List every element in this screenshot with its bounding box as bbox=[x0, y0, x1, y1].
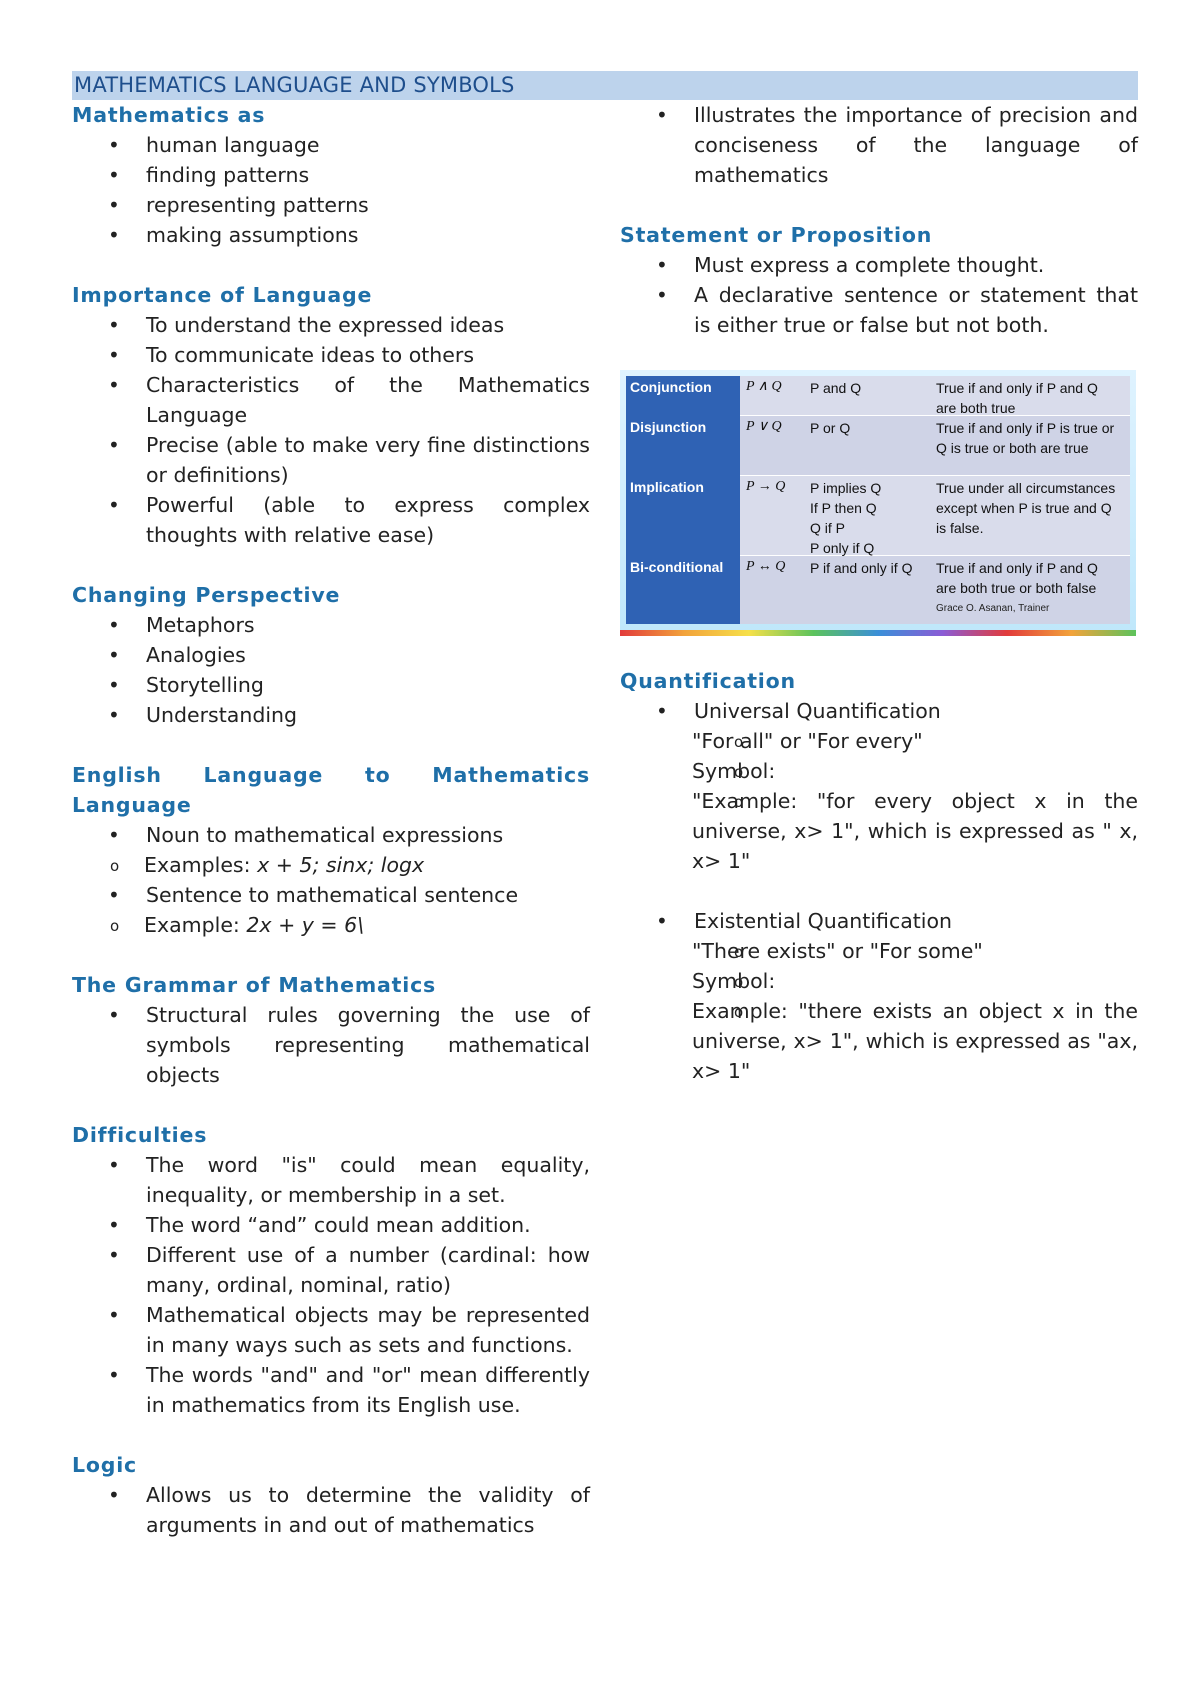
list-item-text: Existential Quantification bbox=[694, 909, 953, 933]
connective-meaning: True if and only if P and Q are both true bbox=[936, 380, 1098, 416]
list-item: • Understanding bbox=[72, 700, 590, 730]
logical-connectives-table-image bbox=[620, 370, 1136, 636]
list-item: • Different use of a number (cardinal: how many, ordinal, nominal, ratio) bbox=[72, 1240, 590, 1300]
connective-meaning: True under all circumstances except when P is true and Q is false. bbox=[936, 480, 1116, 536]
sub-list-item bbox=[72, 850, 590, 880]
sub-list-item: o Example: "there exists an object x in the universe, x> 1", which is expressed as "ax, x> 1" bbox=[620, 996, 1138, 1086]
section-heading: Mathematics as bbox=[72, 103, 266, 127]
list-item: • human language bbox=[72, 130, 590, 160]
list-item: • The word "is" could mean equality, inequality, or membership in a set. bbox=[72, 1150, 590, 1210]
bullet-list bbox=[620, 100, 1138, 190]
bullet-list bbox=[620, 696, 1138, 1086]
section-difficulties bbox=[72, 1120, 590, 1420]
connective-symbol: P → Q bbox=[746, 479, 786, 494]
connective-symbol: P ↔ Q bbox=[746, 559, 786, 574]
decorative-stripe bbox=[620, 630, 1136, 636]
row-cells bbox=[740, 376, 1130, 416]
section-logic bbox=[72, 1450, 590, 1540]
list-item: • To communicate ideas to others bbox=[72, 340, 590, 370]
list-item: • finding patterns bbox=[72, 160, 590, 190]
table-row bbox=[626, 376, 1130, 416]
left-column bbox=[72, 100, 590, 1570]
section-quantification bbox=[620, 666, 1138, 1086]
list-item: • representing patterns bbox=[72, 190, 590, 220]
section-heading: Difficulties bbox=[72, 1123, 208, 1147]
example-label: Examples: bbox=[144, 853, 251, 877]
connective-name: Conjunction bbox=[630, 379, 712, 395]
bullet-list bbox=[72, 610, 590, 730]
connective-name: Bi-conditional bbox=[630, 559, 724, 575]
list-item: • A declarative sentence or statement that is either true or false but not both. bbox=[620, 280, 1138, 340]
connective-reading: P and Q bbox=[810, 380, 862, 396]
section-grammar-of-mathematics bbox=[72, 970, 590, 1090]
row-cells bbox=[740, 556, 1130, 624]
table-row bbox=[626, 416, 1130, 476]
section-importance-of-language bbox=[72, 280, 590, 550]
row-cells bbox=[740, 476, 1130, 556]
connective-name: Implication bbox=[630, 479, 704, 495]
connective-name: Disjunction bbox=[630, 419, 707, 435]
list-item: • Metaphors bbox=[72, 610, 590, 640]
list-item-text: Universal Quantification bbox=[694, 699, 941, 723]
bullet-list bbox=[72, 1150, 590, 1420]
list-item: • Illustrates the importance of precision and conciseness of the language of mathematics bbox=[620, 100, 1138, 190]
table-row bbox=[626, 476, 1130, 556]
sub-list-item: o Symbol: bbox=[620, 966, 1138, 996]
connective-meaning: True if and only if P is true or Q is true or both are true bbox=[936, 420, 1115, 456]
section-heading: English Language to Mathematics Language bbox=[72, 763, 590, 817]
bullet-list bbox=[620, 250, 1138, 340]
section-heading: Statement or Proposition bbox=[620, 223, 933, 247]
list-item-text: Noun to mathematical expressions bbox=[146, 823, 504, 847]
list-item: • Allows us to determine the validity of arguments in and out of mathematics bbox=[72, 1480, 590, 1540]
bullet-list bbox=[72, 310, 590, 550]
list-item: • Precise (able to make very fine distinctions or definitions) bbox=[72, 430, 590, 490]
sub-list bbox=[694, 726, 1138, 876]
image-credit: Grace O. Asanan, Trainer bbox=[936, 603, 1050, 614]
math-expression: x + 5; sinx; logx bbox=[257, 853, 425, 877]
section-logic-continued bbox=[620, 100, 1138, 190]
section-heading: Changing Perspective bbox=[72, 583, 341, 607]
bullet-list bbox=[72, 130, 590, 250]
sub-list bbox=[72, 850, 590, 880]
sub-list bbox=[72, 910, 590, 940]
list-item: • Mathematical objects may be represented in many ways such as sets and functions. bbox=[72, 1300, 590, 1360]
list-item: • Must express a complete thought. bbox=[620, 250, 1138, 280]
list-item-text: Sentence to mathematical sentence bbox=[146, 883, 519, 907]
list-item: • Structural rules governing the use of symbols representing mathematical objects bbox=[72, 1000, 590, 1090]
list-item: • Analogies bbox=[72, 640, 590, 670]
connective-meaning: True if and only if P and Q are both true or both false bbox=[936, 560, 1098, 596]
right-column bbox=[620, 100, 1138, 1116]
list-item: • Storytelling bbox=[72, 670, 590, 700]
list-item: • Powerful (able to express complex thoughts with relative ease) bbox=[72, 490, 590, 550]
sub-list-item: o "Example: "for every object x in the universe, x> 1", which is expressed as " x, x> 1" bbox=[620, 786, 1138, 876]
sub-list-item: o "For all" or "For every" bbox=[620, 726, 1138, 756]
section-heading: The Grammar of Mathematics bbox=[72, 973, 437, 997]
list-item bbox=[72, 820, 590, 880]
section-changing-perspective bbox=[72, 580, 590, 730]
section-heading: Importance of Language bbox=[72, 283, 373, 307]
connective-reading: P implies Q If P then Q Q if P P only if Q bbox=[810, 480, 882, 556]
connective-reading: P if and only if Q bbox=[810, 560, 913, 576]
section-statement-or-proposition bbox=[620, 220, 1138, 340]
list-item bbox=[72, 880, 590, 940]
list-item: • The words "and" and "or" mean differently in mathematics from its English use. bbox=[72, 1360, 590, 1420]
section-heading: Logic bbox=[72, 1453, 137, 1477]
list-item: • Characteristics of the Mathematics Language bbox=[72, 370, 590, 430]
bullet-list bbox=[72, 820, 590, 940]
bullet-list bbox=[72, 1000, 590, 1090]
section-mathematics-as bbox=[72, 100, 590, 250]
row-cells bbox=[740, 416, 1130, 476]
list-item: • The word “and” could mean addition. bbox=[72, 1210, 590, 1240]
connective-reading: P or Q bbox=[810, 420, 851, 436]
sub-list-item bbox=[72, 910, 590, 940]
section-heading: Quantification bbox=[620, 669, 796, 693]
example-label: Example: bbox=[144, 913, 240, 937]
list-item: • making assumptions bbox=[72, 220, 590, 250]
table-panel bbox=[626, 376, 1130, 624]
section-english-to-mathematics bbox=[72, 760, 590, 940]
sub-list-item: o "There exists" or "For some" bbox=[620, 936, 1138, 966]
connective-symbol: P ∨ Q bbox=[746, 419, 782, 434]
list-item bbox=[620, 696, 1138, 876]
table-row bbox=[626, 556, 1130, 624]
sub-list-item: o Symbol: bbox=[620, 756, 1138, 786]
math-expression: 2x + y = 6\ bbox=[246, 913, 365, 937]
page-title: MATHEMATICS LANGUAGE AND SYMBOLS bbox=[74, 73, 515, 97]
sub-list bbox=[694, 936, 1138, 1086]
title-bar bbox=[72, 71, 1138, 100]
list-item bbox=[620, 906, 1138, 1086]
connective-symbol: P ∧ Q bbox=[746, 379, 782, 394]
list-item: • To understand the expressed ideas bbox=[72, 310, 590, 340]
bullet-list bbox=[72, 1480, 590, 1540]
